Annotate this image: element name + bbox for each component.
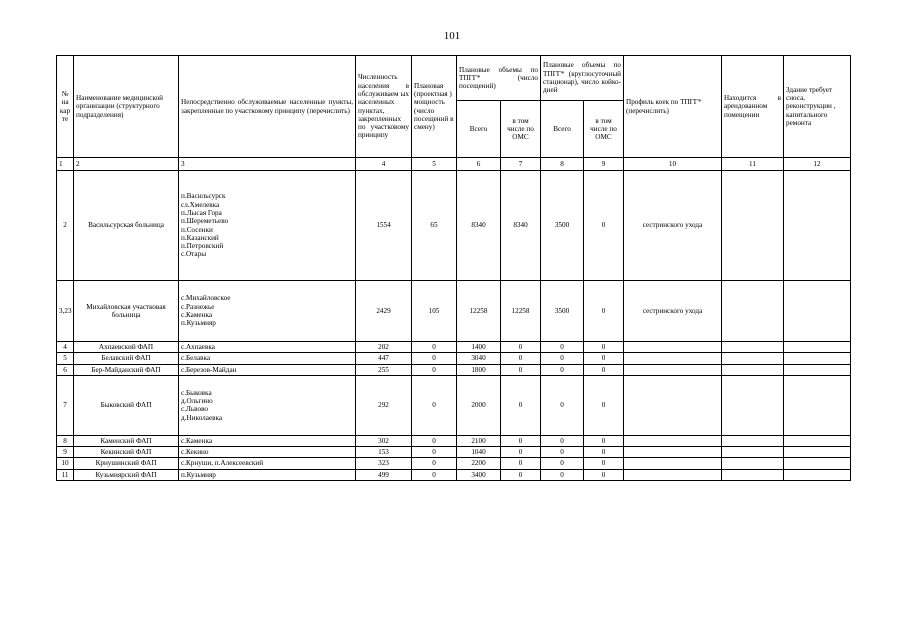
needs-repair <box>784 447 851 458</box>
organization-name: Крнушинский ФАП <box>74 458 179 469</box>
needs-repair <box>784 353 851 364</box>
bed-days-total: 0 <box>541 364 584 375</box>
bed-days-total: 0 <box>541 342 584 353</box>
table-row <box>57 469 851 480</box>
needs-repair <box>784 469 851 480</box>
capacity: 0 <box>412 375 457 435</box>
col-number: 11 <box>722 158 784 171</box>
visits-oms: 0 <box>501 342 541 353</box>
capacity: 0 <box>412 469 457 480</box>
header-beds-oms: в том числе по ОМС <box>584 101 624 158</box>
bed-days-total: 0 <box>541 375 584 435</box>
organization-name: Ахпаевский ФАП <box>74 342 179 353</box>
row-number: 5 <box>57 353 74 364</box>
capacity: 0 <box>412 435 457 446</box>
table-body <box>57 171 851 481</box>
header-beds-total: Всего <box>541 101 584 158</box>
bed-profile: сестринского ухода <box>624 171 722 281</box>
header-population: Численность населения в обслуживаем ых населенных пунктах, закрепленных по участковому принципу <box>356 56 412 158</box>
organization-name: Белавский ФАП <box>74 353 179 364</box>
col-number: 3 <box>179 158 356 171</box>
col-number: 1 <box>57 158 74 171</box>
settlements: с.Быковка д.Ольгино с.Львово д.Николаевка <box>179 375 356 435</box>
row-number: 2 <box>57 171 74 281</box>
visits-oms: 0 <box>501 447 541 458</box>
header-rented: Находится в арендованном помещении <box>722 56 784 158</box>
col-number: 4 <box>356 158 412 171</box>
visits-total: 2000 <box>457 375 501 435</box>
row-number: 4 <box>57 342 74 353</box>
bed-profile <box>624 342 722 353</box>
visits-total: 3040 <box>457 353 501 364</box>
capacity: 0 <box>412 458 457 469</box>
organization-name: Васильсурская больница <box>74 171 179 281</box>
col-number: 6 <box>457 158 501 171</box>
population: 202 <box>356 342 412 353</box>
needs-repair <box>784 458 851 469</box>
capacity: 65 <box>412 171 457 281</box>
settlements: с.Михайловское с.Разнежье с.Каменка п.Кузьмияр <box>179 281 356 342</box>
header-bed-profile: Профиль коек по ТПГГ* (перечислить) <box>624 56 722 158</box>
settlements: с.Крнуши, п.Алексеевский <box>179 458 356 469</box>
row-number: 3,23 <box>57 281 74 342</box>
row-number: 10 <box>57 458 74 469</box>
row-number: 7 <box>57 375 74 435</box>
col-number: 8 <box>541 158 584 171</box>
settlements: п.Васильсурск сл.Хмелевка п.Лысая Гора п.Шереметьево п.Сосенки п.Казанский п.Петровский с.Отары <box>179 171 356 281</box>
row-number: 6 <box>57 364 74 375</box>
organization-name: Кузьмиярский ФАП <box>74 469 179 480</box>
header-visits-oms: в том числе по ОМС <box>501 101 541 158</box>
table-row <box>57 171 851 281</box>
header-needs-repair: Здание требует сноса, реконструкции , капитального ремонта <box>784 56 851 158</box>
visits-oms: 12258 <box>501 281 541 342</box>
table-row <box>57 435 851 446</box>
visits-total: 1040 <box>457 447 501 458</box>
rented <box>722 342 784 353</box>
population: 1554 <box>356 171 412 281</box>
settlements: с.Ахпаевка <box>179 342 356 353</box>
visits-total: 12258 <box>457 281 501 342</box>
needs-repair <box>784 435 851 446</box>
col-number: 10 <box>624 158 722 171</box>
visits-oms: 0 <box>501 353 541 364</box>
capacity: 105 <box>412 281 457 342</box>
row-number: 9 <box>57 447 74 458</box>
bed-days-oms: 0 <box>584 364 624 375</box>
settlements: с.Каменка <box>179 435 356 446</box>
organization-name: Михайловская участковая больница <box>74 281 179 342</box>
bed-days-oms: 0 <box>584 435 624 446</box>
header-organization-name: Наименование медицинской организации (структурного подразделения) <box>74 56 179 158</box>
organization-name: Кекинский ФАП <box>74 447 179 458</box>
rented <box>722 375 784 435</box>
bed-profile <box>624 469 722 480</box>
visits-oms: 0 <box>501 435 541 446</box>
header-planned-capacity: Плановая (проектная ) мощность (число посещений в смену) <box>412 56 457 158</box>
bed-profile <box>624 353 722 364</box>
visits-oms: 0 <box>501 375 541 435</box>
population: 323 <box>356 458 412 469</box>
bed-days-total: 0 <box>541 469 584 480</box>
capacity: 0 <box>412 342 457 353</box>
bed-days-total: 0 <box>541 435 584 446</box>
row-number: 8 <box>57 435 74 446</box>
rented <box>722 469 784 480</box>
population: 302 <box>356 435 412 446</box>
page-number: 101 <box>443 30 461 42</box>
settlements: с.Белавка <box>179 353 356 364</box>
organization-name: Быковский ФАП <box>74 375 179 435</box>
column-number-row <box>57 158 851 171</box>
rented <box>722 171 784 281</box>
table-row <box>57 458 851 469</box>
needs-repair <box>784 281 851 342</box>
bed-profile <box>624 435 722 446</box>
visits-total: 2100 <box>457 435 501 446</box>
settlements: п.Кузьмияр <box>179 469 356 480</box>
capacity: 0 <box>412 447 457 458</box>
needs-repair <box>784 375 851 435</box>
row-number: 11 <box>57 469 74 480</box>
bed-days-oms: 0 <box>584 458 624 469</box>
bed-days-oms: 0 <box>584 469 624 480</box>
bed-days-total: 0 <box>541 458 584 469</box>
table-row <box>57 447 851 458</box>
rented <box>722 447 784 458</box>
header-served-settlements: Непосредственно обслуживаемые населенные пункты, закрепленные по участковому принципу (перечислить) <box>179 56 356 158</box>
visits-total: 8340 <box>457 171 501 281</box>
population: 255 <box>356 364 412 375</box>
rented <box>722 353 784 364</box>
settlements: с.Березов-Майдан <box>179 364 356 375</box>
bed-days-oms: 0 <box>584 171 624 281</box>
population: 153 <box>356 447 412 458</box>
header-visits-total: Всего <box>457 101 501 158</box>
col-number: 5 <box>412 158 457 171</box>
bed-days-oms: 0 <box>584 342 624 353</box>
population: 2429 <box>356 281 412 342</box>
rented <box>722 364 784 375</box>
needs-repair <box>784 364 851 375</box>
visits-total: 2200 <box>457 458 501 469</box>
table-row <box>57 342 851 353</box>
bed-profile <box>624 447 722 458</box>
header-map-number: № на кар те <box>57 56 74 158</box>
needs-repair <box>784 342 851 353</box>
col-number: 12 <box>784 158 851 171</box>
settlements: с.Кекино <box>179 447 356 458</box>
organization-name: Каменский ФАП <box>74 435 179 446</box>
visits-oms: 0 <box>501 364 541 375</box>
population: 447 <box>356 353 412 364</box>
capacity: 0 <box>412 353 457 364</box>
bed-days-total: 3500 <box>541 281 584 342</box>
rented <box>722 435 784 446</box>
visits-oms: 0 <box>501 469 541 480</box>
organization-name: Бер-Майданский ФАП <box>74 364 179 375</box>
visits-oms: 0 <box>501 458 541 469</box>
bed-days-oms: 0 <box>584 353 624 364</box>
bed-profile <box>624 458 722 469</box>
table-row <box>57 353 851 364</box>
col-number: 9 <box>584 158 624 171</box>
bed-profile <box>624 375 722 435</box>
rented <box>722 458 784 469</box>
bed-profile <box>624 364 722 375</box>
table-row <box>57 375 851 435</box>
medical-organizations-table <box>56 55 851 481</box>
population: 292 <box>356 375 412 435</box>
bed-days-oms: 0 <box>584 375 624 435</box>
col-number: 7 <box>501 158 541 171</box>
bed-days-total: 3500 <box>541 171 584 281</box>
bed-days-total: 0 <box>541 447 584 458</box>
capacity: 0 <box>412 364 457 375</box>
rented <box>722 281 784 342</box>
table-row <box>57 364 851 375</box>
needs-repair <box>784 171 851 281</box>
header-planned-visits: Плановые объемы по ТПГГ* (число посещений) <box>457 56 541 101</box>
bed-days-oms: 0 <box>584 447 624 458</box>
visits-total: 1400 <box>457 342 501 353</box>
visits-oms: 8340 <box>501 171 541 281</box>
population: 499 <box>356 469 412 480</box>
bed-profile: сестринского ухода <box>624 281 722 342</box>
bed-days-oms: 0 <box>584 281 624 342</box>
col-number: 2 <box>74 158 179 171</box>
table-row <box>57 281 851 342</box>
bed-days-total: 0 <box>541 353 584 364</box>
visits-total: 3400 <box>457 469 501 480</box>
visits-total: 1800 <box>457 364 501 375</box>
header-planned-bed-days: Плановые объемы по ТПГГ* (круглосуточный стационар), число койко-дней <box>541 56 624 101</box>
